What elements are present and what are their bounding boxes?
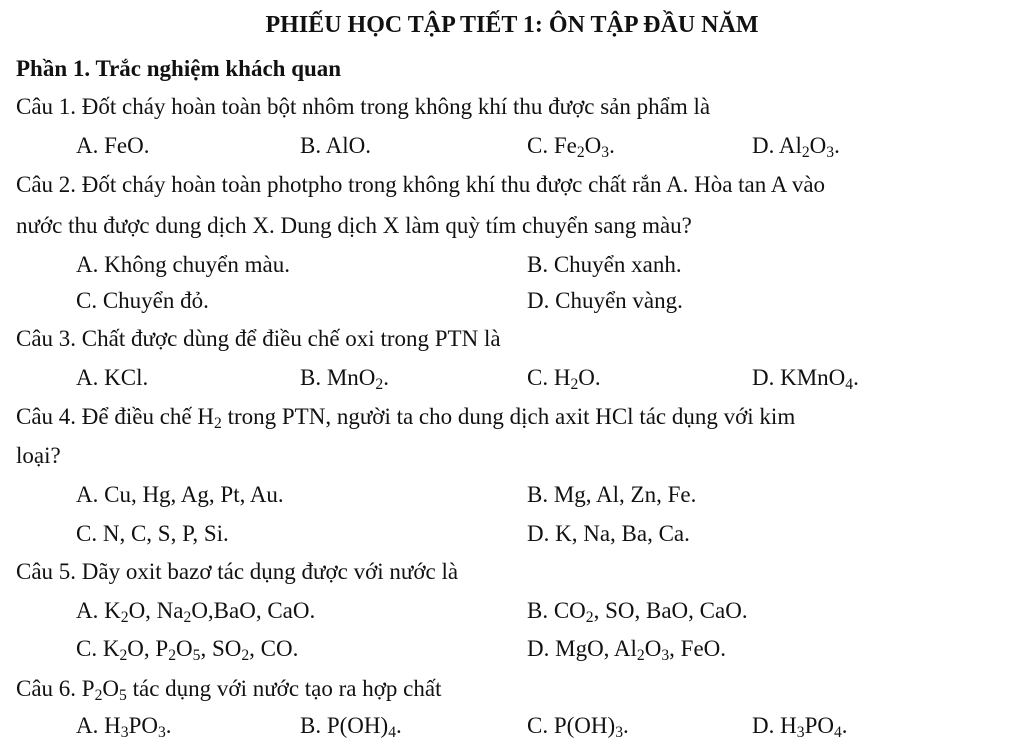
formula-text: , SO, BaO, CaO. <box>593 598 748 623</box>
option-label: C. <box>527 133 554 158</box>
q3-option-c <box>527 365 601 391</box>
q6-text-pre: Câu 6. P <box>16 676 95 701</box>
formula-text: O,BaO, CaO. <box>191 598 316 623</box>
q2-option-d: D. Chuyển vàng. <box>527 288 683 313</box>
question-1-text: Câu 1. Đốt cháy hoàn toàn bột nhôm trong không khí thu được sản phẩm là <box>16 94 711 119</box>
formula-subscript: 3 <box>601 143 610 161</box>
q2-option-c: C. Chuyển đỏ. <box>76 288 209 313</box>
formula-subscript: 2 <box>168 646 176 664</box>
q1-option-d <box>752 133 840 159</box>
option-label: C. <box>527 713 554 738</box>
formula-subscript: 2 <box>576 143 585 161</box>
option-label: B. <box>527 598 554 623</box>
formula-subscript: 4 <box>388 723 396 741</box>
formula-text: , FeO. <box>669 636 727 661</box>
q6-option-c <box>527 713 629 739</box>
option-label: A. <box>76 133 105 158</box>
option-label: A. <box>76 713 105 738</box>
formula-subscript: 2 <box>241 646 250 664</box>
formula-text: AlO <box>325 133 366 158</box>
formula-text: , SO <box>200 636 242 661</box>
q1-option-a <box>76 133 150 159</box>
section-heading: Phần 1. Trắc nghiệm khách quan <box>16 56 342 81</box>
formula-text: P(OH) <box>326 713 389 738</box>
formula-subscript: 4 <box>833 723 842 741</box>
q6-text-sub2: 5 <box>119 686 127 704</box>
formula-text: CO <box>553 598 586 623</box>
page-title: PHIẾU HỌC TẬP TIẾT 1: ÔN TẬP ĐẦU NĂM <box>265 12 759 38</box>
q5-option-d <box>527 636 726 662</box>
question-2-text-line2: nước thu được dung dịch X. Dung dịch X làm quỳ tím chuyển sang màu? <box>16 213 692 238</box>
q3-option-b <box>300 365 389 391</box>
formula-subscript: 4 <box>845 375 854 393</box>
formula-text: Fe <box>553 133 577 158</box>
q2-option-a: A. Không chuyển màu. <box>76 252 290 277</box>
option-label: C. <box>527 365 554 390</box>
option-label: D. <box>752 133 779 158</box>
formula-text: KCl. <box>104 365 149 390</box>
formula-subscript: 3 <box>615 723 623 741</box>
formula-subscript: 2 <box>801 143 810 161</box>
q4-option-c: C. N, C, S, P, Si. <box>76 521 229 546</box>
formula-subscript: 2 <box>636 646 645 664</box>
q4-option-a: A. Cu, Hg, Ag, Pt, Au. <box>76 482 284 507</box>
formula-subscript: 2 <box>570 375 579 393</box>
option-label: D. <box>752 365 781 390</box>
question-2-text-line1: Câu 2. Đốt cháy hoàn toàn photpho trong không khí thu được chất rắn A. Hòa tan A vào <box>16 172 826 197</box>
formula-text: H <box>104 713 121 738</box>
formula-subscript: 5 <box>192 646 201 664</box>
formula-text: . <box>383 365 389 390</box>
formula-subscript: 3 <box>157 723 166 741</box>
option-label: D. <box>527 636 556 661</box>
option-label: C. <box>76 636 103 661</box>
option-label: B. <box>300 133 326 158</box>
formula-text: . <box>365 133 371 158</box>
q4-text-pre: Câu 4. Để điều chế H <box>16 404 214 429</box>
formula-text: P(OH) <box>553 713 616 738</box>
formula-text: K <box>104 598 121 623</box>
option-label: A. <box>76 365 105 390</box>
formula-text: , CO. <box>249 636 299 661</box>
formula-text: Al <box>778 133 802 158</box>
q6-text-post: tác dụng với nước tạo ra hợp chất <box>126 676 442 701</box>
q2-option-b: B. Chuyển xanh. <box>527 252 682 277</box>
formula-text: . <box>609 133 615 158</box>
formula-subscript: 3 <box>826 143 835 161</box>
q3-option-d <box>752 365 859 391</box>
formula-text: PO <box>128 713 158 738</box>
formula-text: O, P <box>127 636 169 661</box>
formula-text: O, Na <box>128 598 184 623</box>
formula-text: . <box>396 713 402 738</box>
formula-subscript: 2 <box>585 608 594 626</box>
question-3-text: Câu 3. Chất được dùng để điều chế oxi trong PTN là <box>16 326 501 351</box>
formula-text: . <box>165 713 172 738</box>
formula-text: O <box>644 636 662 661</box>
q1-option-c <box>527 133 615 159</box>
formula-text: FeO <box>104 133 144 158</box>
formula-text: . <box>853 365 859 390</box>
q1-option-b <box>300 133 371 159</box>
formula-subscript: 2 <box>120 608 129 626</box>
option-label: D. <box>752 713 781 738</box>
formula-text: . <box>623 713 629 738</box>
formula-text: O <box>809 133 827 158</box>
q6-text-sub1: 2 <box>94 686 103 704</box>
formula-text: H <box>780 713 797 738</box>
formula-subscript: 2 <box>119 646 128 664</box>
question-5-text: Câu 5. Dãy oxit bazơ tác dụng được với nước là <box>16 559 459 584</box>
q4-option-d: D. K, Na, Ba, Ca. <box>527 521 690 546</box>
formula-text: O. <box>578 365 601 390</box>
formula-subscript: 3 <box>661 646 670 664</box>
formula-subscript: 3 <box>796 723 805 741</box>
formula-text: K <box>102 636 120 661</box>
option-label: B. <box>300 365 327 390</box>
formula-text: . <box>143 133 150 158</box>
formula-text: O <box>584 133 602 158</box>
q5-option-a <box>76 598 315 624</box>
formula-subscript: 2 <box>375 375 384 393</box>
formula-subscript: 3 <box>120 723 129 741</box>
formula-text: MgO, Al <box>555 636 637 661</box>
option-label: A. <box>76 598 105 623</box>
question-4-text-line1 <box>16 404 795 430</box>
q6-text-mid: O <box>102 676 120 701</box>
formula-text: PO <box>804 713 834 738</box>
q3-option-a <box>76 365 148 391</box>
question-4-text-line2: loại? <box>16 443 61 468</box>
q4-text-post: trong PTN, người ta cho dung dịch axit HCl tác dụng với kim <box>221 404 796 429</box>
q4-text-sub: 2 <box>214 414 222 432</box>
formula-text: O <box>176 636 193 661</box>
formula-text: . <box>834 133 840 158</box>
option-label: B. <box>300 713 327 738</box>
q6-option-a <box>76 713 172 739</box>
question-6-text <box>16 676 441 702</box>
formula-text: H <box>553 365 571 390</box>
formula-text: MnO <box>326 365 376 390</box>
formula-text: KMnO <box>780 365 846 390</box>
formula-text: . <box>841 713 848 738</box>
q4-option-b: B. Mg, Al, Zn, Fe. <box>527 482 697 507</box>
q5-option-c <box>76 636 298 662</box>
q6-option-d <box>752 713 848 739</box>
formula-subscript: 2 <box>183 608 192 626</box>
q5-option-b <box>527 598 748 624</box>
q6-option-b <box>300 713 402 739</box>
